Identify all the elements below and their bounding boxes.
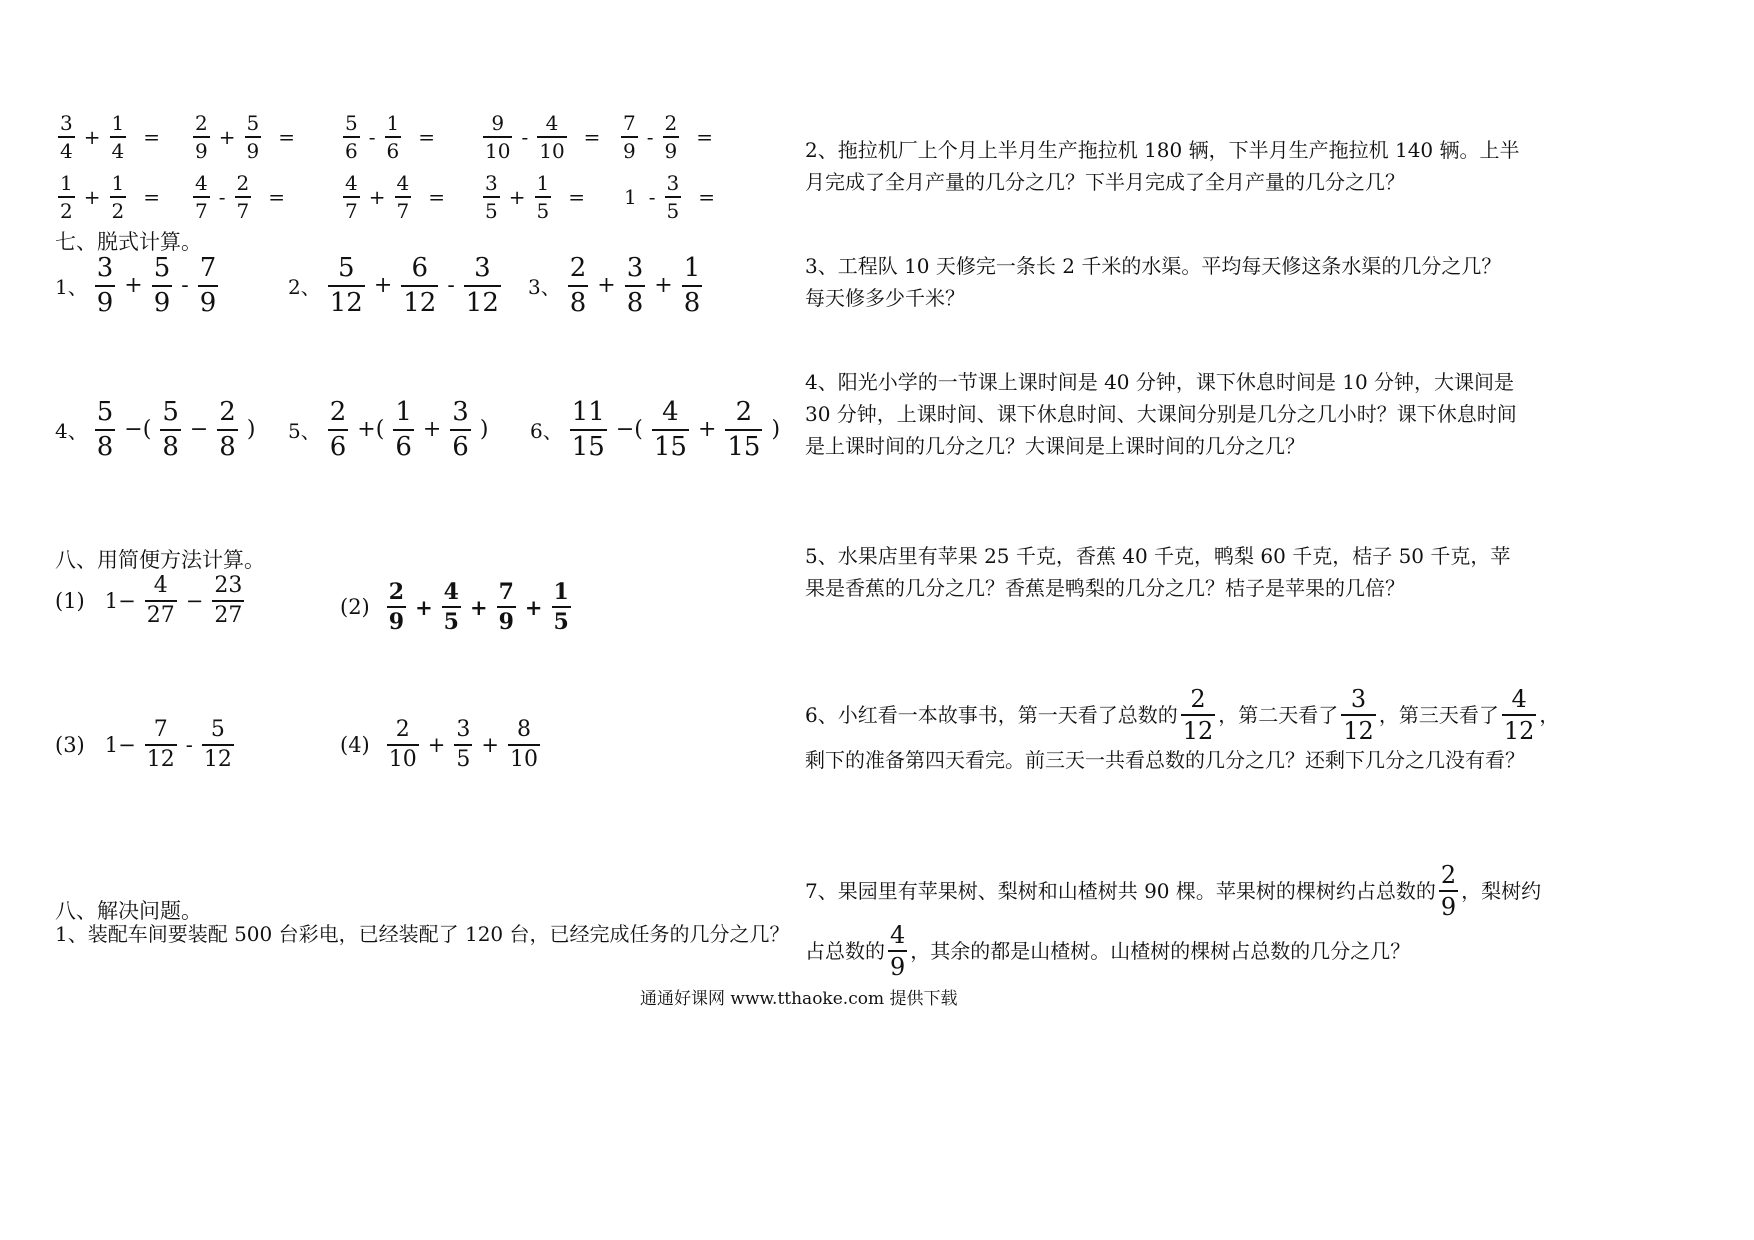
fraction: $\frac{4}{5}$ xyxy=(443,579,459,636)
oral-expression xyxy=(480,112,606,162)
step-calculation-4 xyxy=(55,398,261,461)
problem-7-fraction-1: $\frac{2}{9}$ xyxy=(1440,861,1457,922)
section-8b-title: 八、解决问题。 xyxy=(55,899,202,923)
operator: - xyxy=(521,125,529,149)
fraction: $\frac{2}{8}$ xyxy=(569,253,587,318)
problem-7-text-2: ，梨树约 xyxy=(1461,879,1542,904)
operator: + xyxy=(373,273,393,299)
step-calculation-3 xyxy=(528,254,705,317)
item-label: 5、 xyxy=(288,419,321,444)
fraction: $\frac{8}{10}$ xyxy=(509,717,538,773)
equals-sign: = xyxy=(268,185,285,209)
step-calculation-5 xyxy=(288,398,494,461)
operator: + xyxy=(654,273,673,299)
fraction: $\frac{3}{6}$ xyxy=(452,397,469,462)
problem-7-text-3: 占总数的 xyxy=(805,939,885,964)
equals-sign: = xyxy=(696,125,713,149)
problem-6-text-1: 6、小红看一本故事书，第一天看了总数的 xyxy=(805,703,1178,728)
close-paren: ) xyxy=(771,417,781,443)
operator: + xyxy=(697,417,717,443)
fraction: $\frac{7}{9}$ xyxy=(199,253,217,318)
section-8a-title: 八、用简便方法计算。 xyxy=(55,548,265,572)
fraction: $\frac{2}{10}$ xyxy=(388,717,417,773)
fraction: $\frac{2}{6}$ xyxy=(329,397,347,462)
fraction: $\frac{4}{27}$ xyxy=(146,573,175,629)
problem-6-text-2: ，第二天看了 xyxy=(1218,703,1339,728)
operator: + xyxy=(427,733,446,758)
simplified-calculation-2 xyxy=(340,580,574,634)
step-calculation-1 xyxy=(55,254,221,317)
fraction: $\frac{1}{8}$ xyxy=(683,253,701,318)
fraction: $\frac{1}{5}$ xyxy=(553,579,569,636)
operator: - xyxy=(646,125,654,149)
operator: + xyxy=(597,273,616,299)
footer-credit: 通通好课网 www.tthaoke.com 提供下载 xyxy=(640,989,958,1009)
fraction: $\frac{2}{9}$ xyxy=(388,579,405,636)
item-label: 1、 xyxy=(55,275,88,300)
problem-6-text-3: ，第三天看了 xyxy=(1378,703,1499,728)
fraction: $\frac{3}{5}$ xyxy=(666,171,680,223)
operator: + xyxy=(508,185,526,209)
item-label: (4) xyxy=(340,733,370,758)
oral-expression xyxy=(618,112,719,162)
equals-sign: = xyxy=(698,185,715,209)
fraction: $\frac{3}{8}$ xyxy=(626,253,644,318)
operator: + xyxy=(469,594,488,620)
operator: + xyxy=(218,125,236,149)
fraction: $\frac{2}{9}$ xyxy=(195,111,208,163)
problem-6-text-4: ， xyxy=(1539,703,1560,728)
item-label: 3、 xyxy=(528,275,561,300)
operator: - xyxy=(218,185,226,209)
oral-expression xyxy=(55,112,166,162)
equals-sign: = xyxy=(583,125,601,149)
fraction: $\frac{2}{9}$ xyxy=(664,111,678,163)
fraction: $\frac{11}{15}$ xyxy=(571,397,605,462)
problem-4: 4、阳光小学的一节课上课时间是 40 分钟，课下休息时间是 10 分钟，大课间是 30 分钟，上课时间、课下休息时间、大课间分别是几分之几小时？课下休息时间是上课时间的几分之几？大课间是上课时间的几分之几？ xyxy=(805,370,1517,458)
fraction: $\frac{4}{7}$ xyxy=(195,171,208,223)
item-label: 6、 xyxy=(530,419,563,444)
oral-expression xyxy=(340,172,451,222)
fraction: $\frac{1}{6}$ xyxy=(395,397,412,462)
fraction: $\frac{1}{4}$ xyxy=(111,111,125,163)
fraction: $\frac{3}{9}$ xyxy=(96,253,114,318)
operator: - xyxy=(368,125,376,149)
simplified-calculation-3 xyxy=(55,718,237,772)
equals-sign: = xyxy=(568,185,585,209)
problem-6-fraction-2: $\frac{3}{12}$ xyxy=(1343,685,1374,746)
leading-number: 1− xyxy=(104,733,136,758)
problem-6-fraction-1: $\frac{2}{12}$ xyxy=(1182,685,1214,746)
operator: + xyxy=(83,185,101,209)
oral-row-1 xyxy=(55,112,755,172)
operator: - xyxy=(181,273,189,299)
fraction: $\frac{2}{8}$ xyxy=(219,397,236,462)
fraction: $\frac{7}{12}$ xyxy=(146,717,175,773)
problem-1: 1、装配车间要装配 500 台彩电，已经装配了 120 台，已经完成任务的几分之几？ xyxy=(55,922,790,946)
fraction: $\frac{5}{12}$ xyxy=(203,717,232,773)
fraction: $\frac{5}{8}$ xyxy=(162,397,179,462)
problem-2: 2、拖拉机厂上个月上半月生产拖拉机 180 辆，下半月生产拖拉机 140 辆。上半月完成了全月产量的几分之几？下半月完成了全月产量的几分之几？ xyxy=(805,138,1520,194)
operator: + xyxy=(415,594,433,620)
operator: + xyxy=(124,273,143,299)
operator: +( xyxy=(357,417,385,443)
fraction: $\frac{5}{9}$ xyxy=(153,253,171,318)
oral-expression xyxy=(190,172,291,222)
fraction: $\frac{5}{8}$ xyxy=(96,397,114,462)
item-label: 2、 xyxy=(288,275,321,300)
fraction: $\frac{1}{2}$ xyxy=(111,171,125,223)
oral-row-2 xyxy=(55,172,755,232)
problem-6-fraction-3: $\frac{4}{12}$ xyxy=(1503,685,1535,746)
operator: + xyxy=(83,125,101,149)
operator: + xyxy=(481,733,499,758)
operator: − xyxy=(185,589,204,614)
oral-expression xyxy=(190,112,301,162)
operator: - xyxy=(648,185,656,209)
fraction: $\frac{2}{7}$ xyxy=(236,171,250,223)
problem-3: 3、工程队 10 天修完一条长 2 千米的水渠。平均每天修这条水渠的几分之几？每天修多少千米？ xyxy=(805,254,1502,310)
problem-5: 5、水果店里有苹果 25 千克，香蕉 40 千克，鸭梨 60 千克，桔子 50 千克，苹果是香蕉的几分之几？香蕉是鸭梨的几分之几？桔子是苹果的几倍？ xyxy=(805,544,1511,600)
leading-number: 1 xyxy=(624,185,637,209)
close-paren: ) xyxy=(246,417,256,443)
item-label: (2) xyxy=(340,595,370,620)
fraction: $\frac{1}{5}$ xyxy=(536,171,550,223)
problem-6-text-5: 剩下的准备第四天看完。前三天一共看总数的几分之几？还剩下几分之几没有看？ xyxy=(805,748,1525,772)
fraction: $\frac{5}{9}$ xyxy=(246,111,260,163)
fraction: $\frac{4}{10}$ xyxy=(539,111,565,163)
leading-number: 1− xyxy=(104,589,136,614)
fraction: $\frac{3}{5}$ xyxy=(485,171,498,223)
fraction: $\frac{7}{9}$ xyxy=(498,579,514,636)
fraction: $\frac{5}{12}$ xyxy=(329,253,363,318)
fraction: $\frac{7}{9}$ xyxy=(623,111,636,163)
operator: + xyxy=(422,417,442,443)
oral-expression xyxy=(55,172,166,222)
operator: + xyxy=(368,185,386,209)
equals-sign: = xyxy=(278,125,295,149)
equals-sign: = xyxy=(143,185,160,209)
simplified-calculation-4 xyxy=(340,718,543,772)
fraction: $\frac{4}{7}$ xyxy=(396,171,410,223)
operator: - xyxy=(185,733,193,758)
fraction: $\frac{6}{12}$ xyxy=(403,253,437,318)
operator: −( xyxy=(124,417,152,443)
fraction: $\frac{9}{10}$ xyxy=(485,111,511,163)
equals-sign: = xyxy=(428,185,445,209)
problem-7-text-4: ，其余的都是山楂树。山楂树的棵树占总数的几分之几？ xyxy=(910,939,1411,964)
operator: − xyxy=(189,417,209,443)
fraction: $\frac{2}{15}$ xyxy=(727,397,761,462)
operator: - xyxy=(447,273,455,299)
equals-sign: = xyxy=(418,125,435,149)
step-calculation-6 xyxy=(530,398,786,461)
fraction: $\frac{3}{5}$ xyxy=(456,717,471,773)
problem-7-text-1: 7、果园里有苹果树、梨树和山楂树共 90 棵。苹果树的棵树约占总数的 xyxy=(805,879,1436,904)
fraction: $\frac{1}{6}$ xyxy=(386,111,400,163)
operator: + xyxy=(524,594,543,620)
fraction: $\frac{4}{7}$ xyxy=(345,171,358,223)
section-7-title: 七、脱式计算。 xyxy=(55,230,202,254)
oral-expression xyxy=(618,172,721,222)
item-label: (3) xyxy=(55,733,85,758)
step-calculation-2 xyxy=(288,254,504,317)
close-paren: ) xyxy=(479,417,489,443)
fraction: $\frac{23}{27}$ xyxy=(214,573,243,629)
fraction: $\frac{3}{12}$ xyxy=(465,253,499,318)
problem-7-fraction-2: $\frac{4}{9}$ xyxy=(890,921,906,982)
operator: −( xyxy=(615,417,643,443)
fraction: $\frac{4}{15}$ xyxy=(653,397,687,462)
oral-expression xyxy=(480,172,591,222)
oral-expression xyxy=(340,112,441,162)
item-label: 4、 xyxy=(55,419,88,444)
item-label: (1) xyxy=(55,589,85,614)
fraction: $\frac{1}{2}$ xyxy=(60,171,73,223)
fraction: $\frac{3}{4}$ xyxy=(60,111,73,163)
simplified-calculation-1 xyxy=(55,574,247,628)
equals-sign: = xyxy=(143,125,160,149)
fraction: $\frac{5}{6}$ xyxy=(345,111,358,163)
